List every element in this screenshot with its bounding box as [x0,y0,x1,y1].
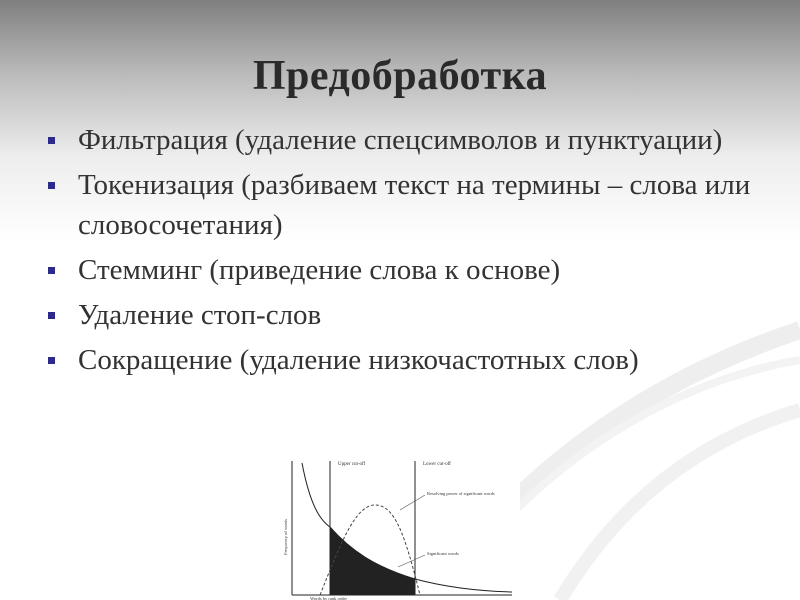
bullet-item [44,295,764,335]
square-bullet-icon [48,357,55,364]
slide-title: Предобработка [252,53,548,99]
x-axis-label: Words by rank order [310,596,348,600]
bullet-text: Стемминг (приведение слова к основе) [78,254,561,286]
y-axis-label: Frequency of words [283,519,288,555]
bullet-item [44,340,764,380]
zipf-cutoff-figure [280,455,520,600]
bullet-text: Токенизация (разбиваем текст на термины – слова или словосочетания) [78,169,751,241]
bullet-text: Сокращение (удаление низкочастотных слов) [78,344,639,376]
bullet-item [44,165,764,245]
bullet-text: Удаление стоп-слов [78,299,322,331]
resolving-power-label: Resolving power of significant words [427,491,495,496]
square-bullet-icon [48,312,55,319]
significant-words-label: Significant words [427,551,459,556]
bullet-item [44,250,764,290]
square-bullet-icon [48,267,55,274]
upper-cutoff-label: Upper cut-off [338,462,366,467]
square-bullet-icon [48,137,55,144]
bullet-list [44,120,764,385]
square-bullet-icon [48,182,55,189]
bullet-text: Фильтрация (удаление спецсимволов и пунктуации) [78,124,723,156]
lower-cutoff-label: Lower cut-off [423,462,451,467]
bullet-item [44,120,764,160]
